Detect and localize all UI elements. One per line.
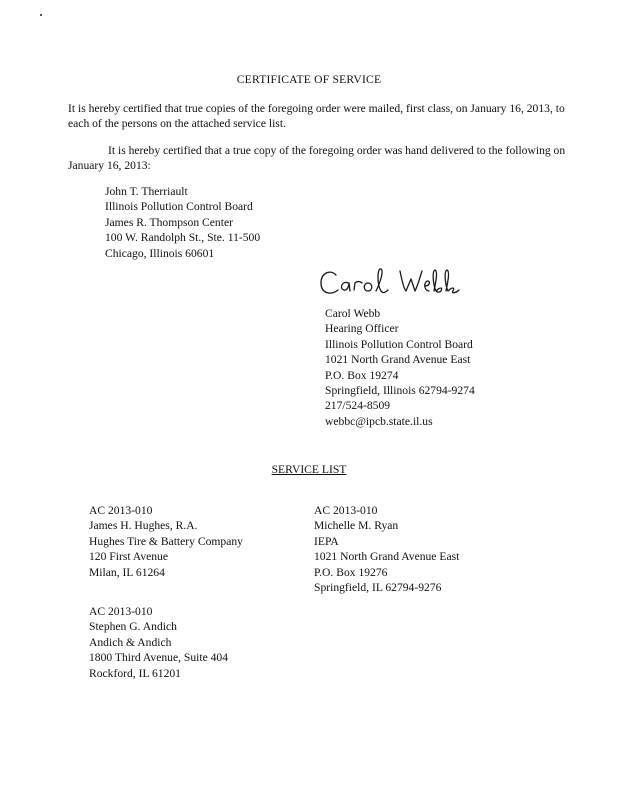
entry-line: Hughes Tire & Battery Company: [89, 534, 243, 548]
entry-line: Springfield, IL 62794-9276: [314, 581, 442, 595]
entry-line: 1800 Third Avenue, Suite 404: [89, 651, 229, 665]
entry-line: Michelle M. Ryan: [314, 519, 399, 533]
entry-line: Rockford, IL 61201: [89, 666, 181, 680]
signer-block: [325, 306, 475, 429]
service-list-entry: [89, 503, 243, 580]
handwritten-signature: [318, 263, 468, 307]
hand-delivery-address: [105, 184, 260, 261]
address-line: Chicago, Illinois 60601: [105, 246, 215, 260]
entry-line: Milan, IL 61264: [89, 565, 165, 579]
signer-phone: 217/524-8509: [325, 399, 391, 413]
case-number: AC 2013-010: [314, 504, 378, 517]
signer-name: Carol Webb: [325, 307, 381, 320]
address-line: John T. Therriault: [105, 185, 188, 198]
entry-line: 1021 North Grand Avenue East: [314, 550, 460, 564]
address-line: Illinois Pollution Control Board: [105, 200, 253, 214]
address-line: 100 W. Randolph St., Ste. 11-500: [105, 231, 261, 245]
service-list-entry: [89, 604, 228, 681]
hand-delivery-paragraph: [68, 143, 568, 174]
entry-line: Stephen G. Andich: [89, 620, 177, 634]
signer-agency: Illinois Pollution Control Board: [325, 337, 473, 351]
entry-line: Andich & Andich: [89, 635, 172, 649]
entry-line: IEPA: [314, 534, 339, 548]
scan-speck: [40, 14, 42, 16]
signer-street: 1021 North Grand Avenue East: [325, 353, 471, 367]
mailing-certification-paragraph: It is hereby certified that true copies of the foregoing order were mailed, first class, on January 16, 2013, to each of the persons on the attached service list.: [68, 102, 565, 131]
signer-title: Hearing Officer: [325, 322, 399, 336]
certificate-title: CERTIFICATE OF SERVICE: [236, 73, 382, 86]
signer-email: webbc@ipcb.state.il.us: [325, 414, 433, 428]
case-number: AC 2013-010: [89, 605, 153, 618]
service-list-entry: [314, 503, 459, 595]
entry-line: P.O. Box 19276: [314, 565, 388, 579]
service-list-title: SERVICE LIST: [271, 463, 347, 476]
entry-line: 120 First Avenue: [89, 550, 169, 564]
address-line: James R. Thompson Center: [105, 215, 233, 229]
case-number: AC 2013-010: [89, 504, 153, 517]
signer-po-box: P.O. Box 19274: [325, 368, 399, 382]
signer-city: Springfield, Illinois 62794-9274: [325, 384, 475, 398]
hand-delivery-text: It is hereby certified that a true copy of the foregoing order was hand delivered to the following on January 16, 2013:: [68, 144, 566, 173]
entry-line: James H. Hughes, R.A.: [89, 519, 198, 533]
